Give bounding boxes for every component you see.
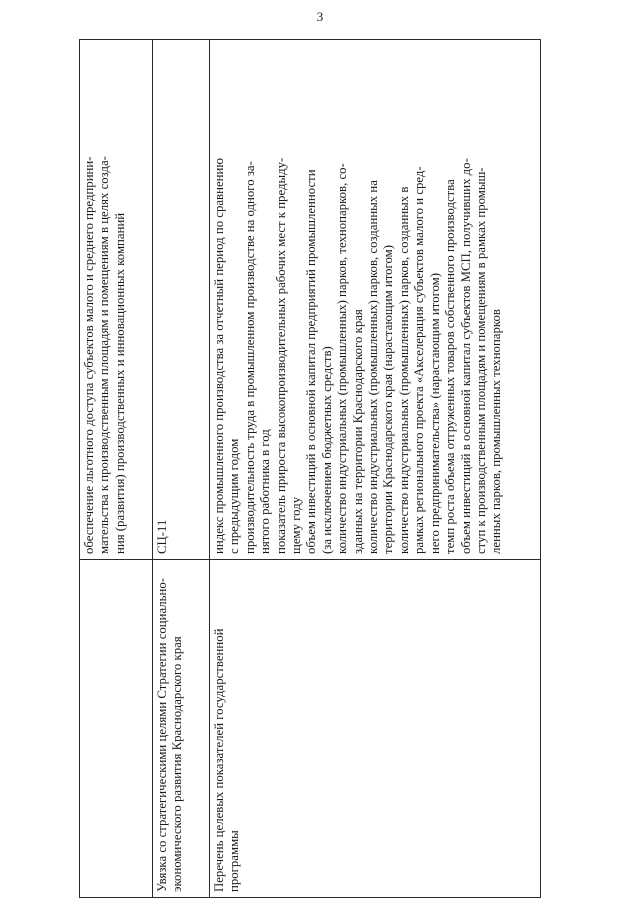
value-line: нятого работника в год xyxy=(258,429,273,554)
value-line: объем инвестиций в основной капитал субъектов МСП, получивших до- xyxy=(458,158,473,554)
row-label-cell: Увязка со стратегическими целями Стратегии социально-экономического развития Краснодарского края xyxy=(153,560,210,898)
value-line: СЦ-11 xyxy=(155,519,169,554)
table-row xyxy=(153,40,210,898)
row-value-cell xyxy=(80,40,153,560)
value-line: объем инвестиций в основной капитал предприятий промышленности xyxy=(304,169,319,554)
value-line: ленных парков, промышленных технопарков xyxy=(489,309,504,554)
rotated-table-container xyxy=(79,40,540,898)
value-line: обеспечение льготного доступа субъектов малого и среднего предприни- xyxy=(82,156,96,554)
table-row xyxy=(210,40,541,898)
value-line: зданных на территории Краснодарского края xyxy=(350,309,365,554)
row-value-cell xyxy=(153,40,210,560)
value-line: рамках регионального проекта «Акселерация субъектов малого и сред- xyxy=(412,166,427,554)
value-line: ния (развития) производственных и инновационных компаний xyxy=(112,212,127,554)
value-line: производительность труда в промышленном производстве на одного за- xyxy=(242,161,257,554)
table-body xyxy=(80,40,541,898)
value-line: показатель прироста высокопроизводительных рабочих мест к предыду- xyxy=(273,157,288,554)
table-row xyxy=(80,40,153,898)
value-line: индекс промышленного производства за отчетный период по сравнению xyxy=(212,158,226,554)
page-number: 3 xyxy=(316,9,324,24)
value-line: ступ к производственным площадям и помещениям в рамках промыш- xyxy=(473,167,488,554)
value-line: с предыдущим годом xyxy=(227,438,242,554)
value-line: количество индустриальных (промышленных) парков, созданных на xyxy=(366,180,381,554)
row-label-cell xyxy=(80,560,153,898)
value-line: щему году xyxy=(289,496,304,554)
program-passport-table xyxy=(79,39,541,898)
value-line: количество индустриальных (промышленных) парков, созданных в xyxy=(396,186,411,554)
value-line: (за исключением бюджетных средств) xyxy=(319,346,334,554)
value-line: мательства к производственным площадям и помещениям в целях созда- xyxy=(97,156,112,554)
value-line: темп роста объема отгруженных товаров собственного производства xyxy=(443,179,458,554)
row-label-cell: Перечень целевых показателей государственной программы xyxy=(210,560,541,898)
value-line: территории Краснодарского края (нарастающим итогом) xyxy=(381,245,396,554)
value-line: него предпринимательства» (нарастающим итогом) xyxy=(427,272,442,554)
value-line: количество индустриальных (промышленных) парков, технопарков, со- xyxy=(335,163,350,554)
row-value-cell xyxy=(210,40,541,560)
